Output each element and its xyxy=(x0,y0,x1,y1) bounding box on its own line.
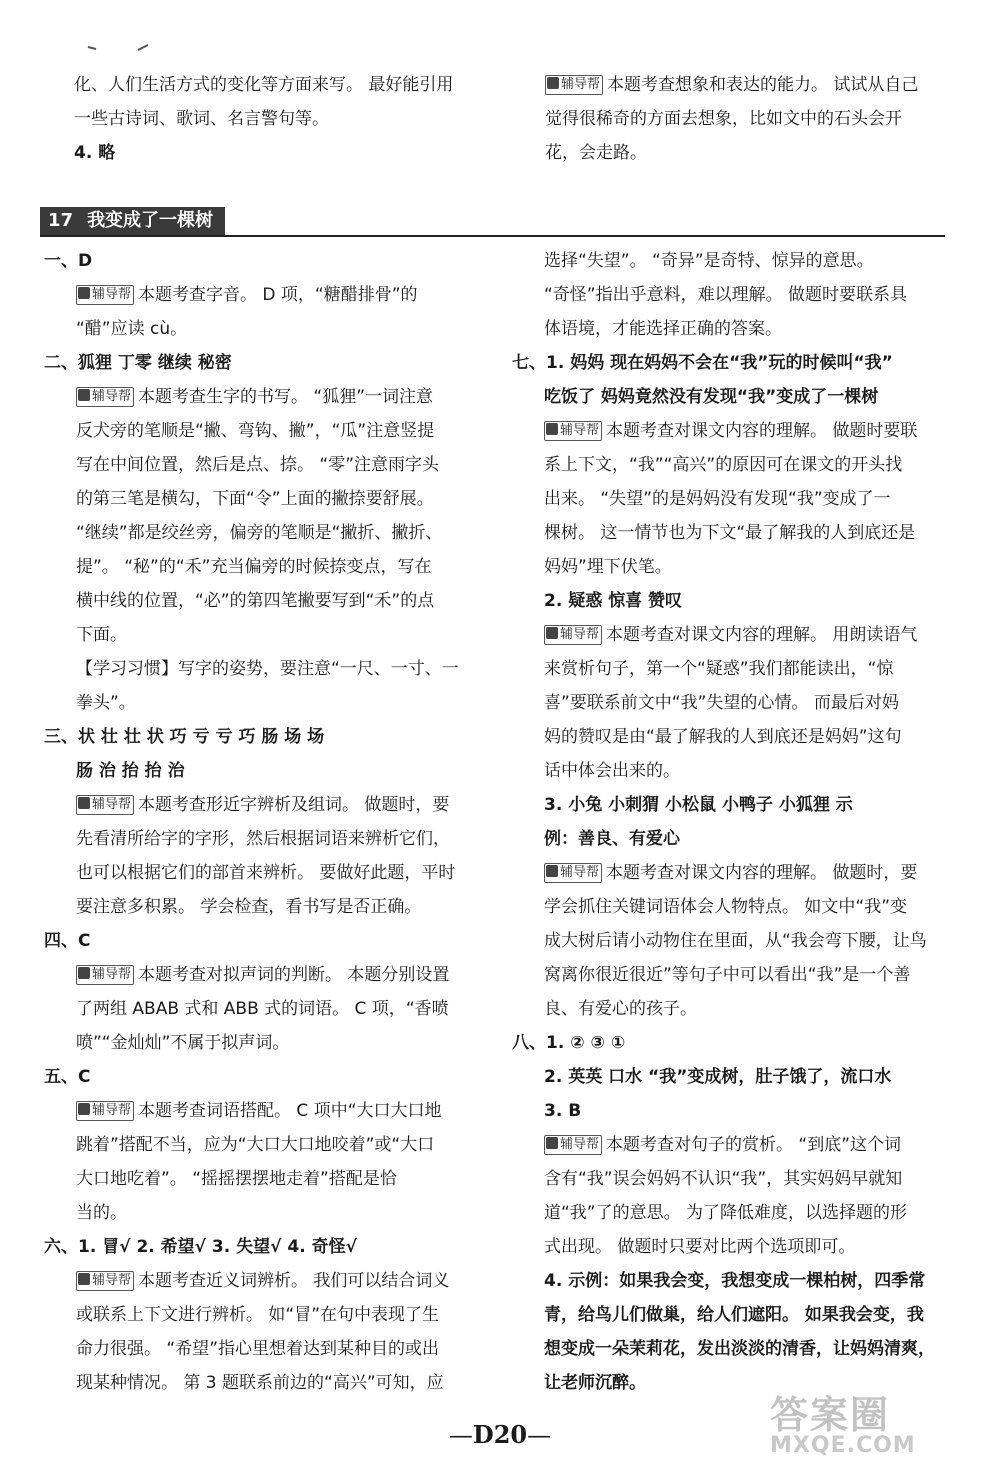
help-tag: 辅导帮 xyxy=(544,1135,602,1155)
text-line: 横中线的位置，“必”的第四笔撇要写到“禾”的点 xyxy=(76,591,435,611)
question-7-1: 七、1. 妈妈 现在妈妈不会在“我”玩的时候叫“我” xyxy=(512,353,893,373)
question-4: 四、C xyxy=(44,931,91,951)
question-7-3-cont: 例：善良、有爱心 xyxy=(544,829,680,849)
text-line: 本题考查对句子的赏析。 “到底”这个词 xyxy=(606,1135,902,1155)
text-line: 系上下文，“我”“高兴”的原因可在课文的开头找 xyxy=(544,455,903,475)
help-tag: 辅导帮 xyxy=(76,387,134,407)
text-line: 棵树。 这一情节也为下文“最了解我的人到底还是 xyxy=(544,523,916,543)
text-line: 本题考查对课文内容的理解。 做题时，要 xyxy=(606,863,918,883)
text-line: 体语境，才能选择正确的答案。 xyxy=(544,319,782,339)
section-title: 我变成了一棵树 xyxy=(87,210,214,231)
question-8-4-line: 青，给鸟儿们做巢，给人们遮阳。 如果我会变，我 xyxy=(544,1305,924,1325)
top-right-column xyxy=(545,68,955,170)
text-line: 也可以根据它们的部首来辨析。 要做好此题，平时 xyxy=(76,863,456,883)
text-line: 写在中间位置，然后是点、捺。 “零”注意雨字头 xyxy=(76,455,440,475)
question-8-1: 八、1. ② ③ ① xyxy=(512,1033,626,1053)
text-line: 喜”要联系前文中“我”失望的心情。 而最后对妈 xyxy=(544,693,899,713)
text-line: 本题考查字音。 D 项，“糖醋排骨”的 xyxy=(138,285,418,305)
page-number: —D20— xyxy=(448,1420,552,1449)
question-1: 一、D xyxy=(44,251,93,271)
text-line: 花，会走路。 xyxy=(545,143,647,163)
help-icon xyxy=(546,1137,558,1149)
help-icon xyxy=(78,1103,90,1115)
text-line: 喷”“金灿灿”不属于拟声词。 xyxy=(76,1033,290,1053)
right-column xyxy=(512,244,957,1400)
text-line: 或联系上下文进行辨析。 如“冒”在句中表现了生 xyxy=(76,1305,440,1325)
text-line: 跳着”搭配不当，应为“大口大口地咬着”或“大口 xyxy=(76,1135,435,1155)
help-icon xyxy=(547,77,559,89)
text-line: 话中体会出来的。 xyxy=(544,761,680,781)
page-number-text: D20 xyxy=(472,1420,528,1449)
help-tag: 辅导帮 xyxy=(544,625,602,645)
question-2: 二、狐狸 丁零 继续 秘密 xyxy=(44,353,232,373)
text-line: 学会抓住关键词语体会人物特点。 如文中“我”变 xyxy=(544,897,908,917)
section-header xyxy=(40,207,945,237)
text-line: “醋”应读 cù。 xyxy=(76,319,188,339)
scan-marks xyxy=(86,40,156,54)
text-line: 觉得很稀奇的方面去想象，比如文中的石头会开 xyxy=(545,109,902,129)
section-number: 17 xyxy=(48,210,74,231)
text-line: 出来。 “失望”的是妈妈没有发现“我”变成了一 xyxy=(544,489,891,509)
text-line: 的第三笔是横勾，下面“令”上面的撇捺要舒展。 xyxy=(76,489,434,509)
watermark-url: MXQE.COM xyxy=(770,1433,916,1458)
text-line: 下面。 xyxy=(76,625,127,645)
question-7-3: 3. 小兔 小刺猬 小松鼠 小鸭子 小狐狸 示 xyxy=(544,795,853,815)
text-line: “继续”都是绞丝旁，偏旁的笔顺是“撇折、撇折、 xyxy=(76,523,443,543)
help-icon xyxy=(546,423,558,435)
answer-4: 4. 略 xyxy=(74,143,116,163)
text-line: 选择“失望”。 “奇异”是奇特、惊异的意思。 xyxy=(544,251,874,271)
text-line: 提”。 “秘”的“禾”充当偏旁的时候捺变点，写在 xyxy=(76,557,432,577)
text-line: 当的。 xyxy=(76,1203,127,1223)
text-line: 窝离你很近很近”等句子中可以看出“我”是一个善 xyxy=(544,965,911,985)
text-line: 拳头”。 xyxy=(76,693,136,713)
question-8-4-line: 让老师沉醉。 xyxy=(544,1373,646,1393)
text-line: 先看清所给字的字形，然后根据词语来辨析它们， xyxy=(76,829,450,849)
text-line: 本题考查词语搭配。 C 项中“大口大口地 xyxy=(138,1101,442,1121)
question-7-2: 2. 疑惑 惊喜 赞叹 xyxy=(544,591,683,611)
text-line: 化、人们生活方式的变化等方面来写。 最好能引用 xyxy=(74,75,454,95)
text-line: 妈的赞叹是由“最了解我的人到底还是妈妈”这句 xyxy=(544,727,902,747)
text-line: 本题考查对课文内容的理解。 用朗读语气 xyxy=(606,625,918,645)
left-column xyxy=(44,244,484,1400)
text-line: 来赏析句子，第一个“疑惑”我们都能读出，“惊 xyxy=(544,659,894,679)
question-5: 五、C xyxy=(44,1067,91,1087)
text-line: 现某种情况。 第 3 题联系前边的“高兴”可知，应 xyxy=(76,1373,444,1393)
help-icon xyxy=(546,627,558,639)
text-line: 含有“我”误会妈妈不认识“我”，其实妈妈早就知 xyxy=(544,1169,903,1189)
question-8-2: 2. 英英 口水 “我”变成树，肚子饿了，流口水 xyxy=(544,1067,892,1087)
text-line: 本题考查近义词辨析。 我们可以结合词义 xyxy=(138,1271,450,1291)
text-line: 式出现。 做题时只要对比两个选项即可。 xyxy=(544,1237,856,1257)
text-line: 本题考查想象和表达的能力。 试试从自己 xyxy=(607,75,919,95)
help-icon xyxy=(78,1273,90,1285)
help-tag: 辅导帮 xyxy=(76,1271,134,1291)
text-line: 本题考查对拟声词的判断。 本题分别设置 xyxy=(138,965,450,985)
question-7-1-cont: 吃饭了 妈妈竟然没有发现“我”变成了一棵树 xyxy=(544,387,879,407)
text-line: 大口地吃着”。 “摇摇摆摆地走着”搭配是恰 xyxy=(76,1169,397,1189)
text-line: 本题考查对课文内容的理解。 做题时要联 xyxy=(606,421,918,441)
question-3-cont: 肠 治 抬 抬 治 xyxy=(76,761,185,781)
help-tag: 辅导帮 xyxy=(544,421,602,441)
text-line: 反犬旁的笔顺是“撇、弯钩、撇”，“瓜”注意竖提 xyxy=(76,421,435,441)
text-line: 道“我”了的意思。 为了降低难度，以选择题的形 xyxy=(544,1203,908,1223)
text-line: 本题考查形近字辨析及组词。 做题时，要 xyxy=(138,795,450,815)
text-line: 要注意多积累。 学会检查，看书写是否正确。 xyxy=(76,897,422,917)
help-icon xyxy=(78,797,90,809)
text-line: 成大树后请小动物住在里面，从“我会弯下腰，让鸟 xyxy=(544,931,927,951)
help-tag: 辅导帮 xyxy=(76,1101,134,1121)
help-tag: 辅导帮 xyxy=(544,863,602,883)
section-title-box xyxy=(40,207,225,235)
question-6: 六、1. 冒√ 2. 希望√ 3. 失望√ 4. 奇怪√ xyxy=(44,1237,357,1257)
help-tag: 辅导帮 xyxy=(76,795,134,815)
question-8-3: 3. B xyxy=(544,1101,582,1121)
question-8-4: 4. 示例：如果我会变，我想变成一棵柏树，四季常 xyxy=(544,1271,926,1291)
text-line: 妈妈”埋下伏笔。 xyxy=(544,557,672,577)
help-tag: 辅导帮 xyxy=(545,75,603,95)
question-3: 三、状 壮 壮 状 巧 亏 亏 巧 肠 场 场 xyxy=(44,727,325,747)
help-icon xyxy=(546,865,558,877)
text-line: 良、有爱心的孩子。 xyxy=(544,999,697,1019)
watermark-logo: 答案圈 xyxy=(770,1393,891,1437)
question-8-4-line: 想变成一朵茉莉花，发出淡淡的清香，让妈妈清爽， xyxy=(544,1339,935,1359)
text-line: 命力很强。 “希望”指心里想着达到某种目的或出 xyxy=(76,1339,440,1359)
text-line: 【学习习惯】写字的姿势，要注意“一尺、一寸、一 xyxy=(76,659,459,679)
text-line: 本题考查生字的书写。 “狐狸”一词注意 xyxy=(138,387,434,407)
help-icon xyxy=(78,389,90,401)
help-tag: 辅导帮 xyxy=(76,965,134,985)
text-line: “奇怪”指出乎意料，难以理解。 做题时要联系具 xyxy=(544,285,908,305)
text-line: 了两组 ABAB 式和 ABB 式的词语。 C 项，“香喷 xyxy=(76,999,449,1019)
text-line: 一些古诗词、歌词、名言警句等。 xyxy=(74,109,329,129)
watermark xyxy=(770,1384,992,1464)
help-icon xyxy=(78,287,90,299)
top-left-column xyxy=(74,68,484,170)
help-icon xyxy=(78,967,90,979)
help-tag: 辅导帮 xyxy=(76,285,134,305)
